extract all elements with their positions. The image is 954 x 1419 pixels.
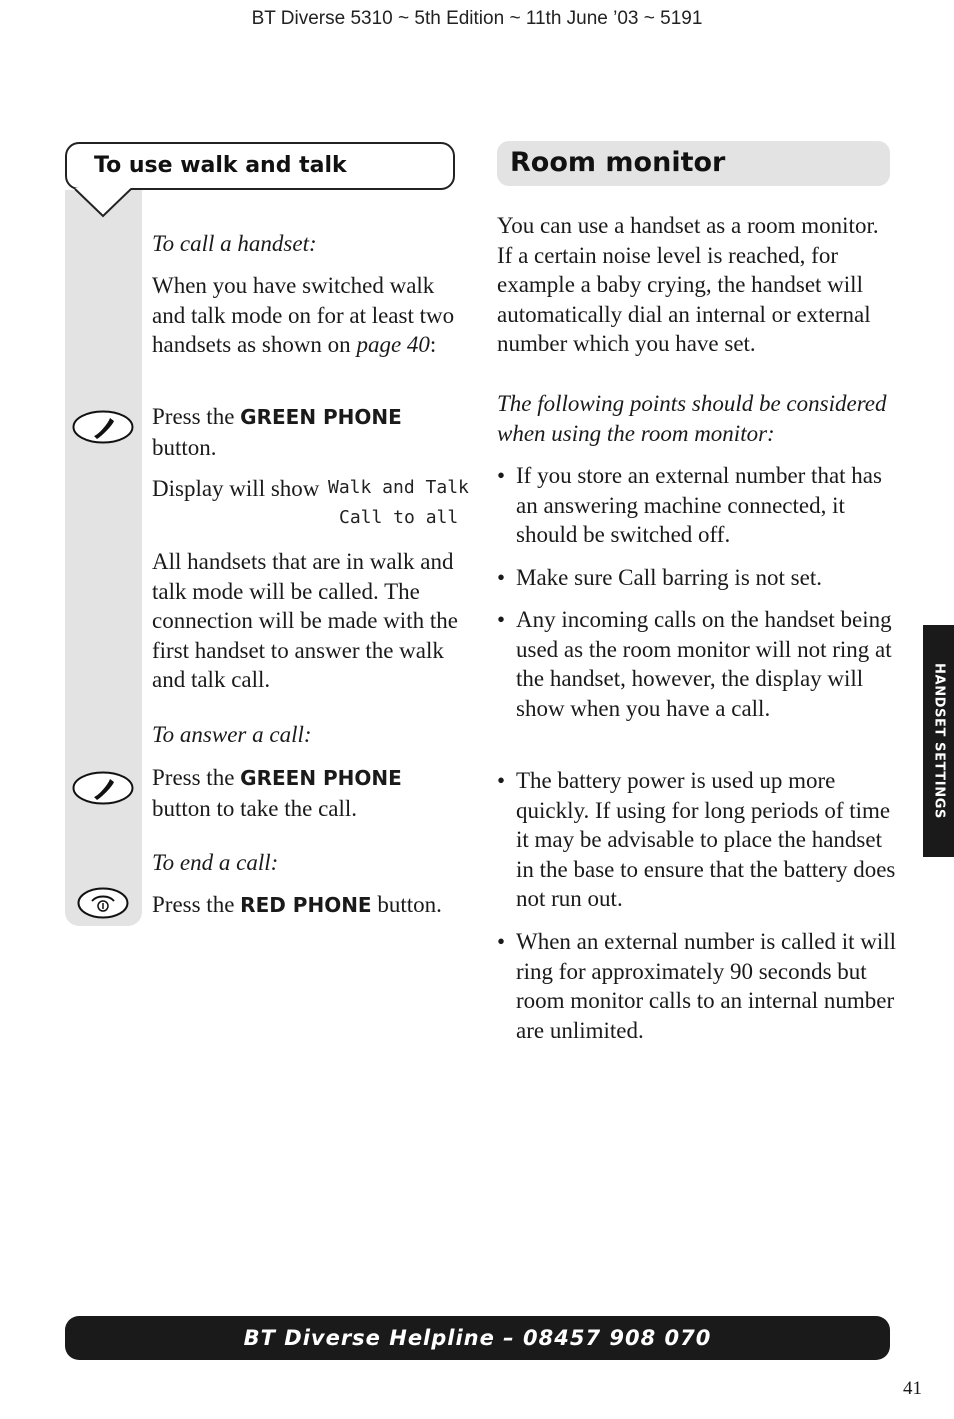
press-text: Press the bbox=[152, 892, 241, 917]
bullet-marker: • bbox=[497, 768, 506, 793]
green-phone-label: GREEN PHONE bbox=[240, 766, 402, 790]
points-heading: The following points should be considered when using the room monitor: bbox=[497, 391, 887, 446]
intro-end: : bbox=[429, 332, 437, 357]
bullet-marker: • bbox=[497, 929, 506, 954]
bullet-text: Make sure Call barring is not set. bbox=[516, 565, 822, 590]
press-text: Press the bbox=[152, 404, 241, 429]
page-reference: page 40 bbox=[356, 332, 430, 357]
press-green-phone-1 bbox=[152, 402, 462, 462]
call-handset-heading: To call a handset: bbox=[152, 231, 317, 256]
room-monitor-title: Room monitor bbox=[510, 147, 726, 178]
press-text: Press the bbox=[152, 765, 241, 790]
list-item bbox=[497, 766, 897, 914]
bullet-marker: • bbox=[497, 463, 506, 488]
press-green-phone-2 bbox=[152, 763, 462, 823]
button-text: button. bbox=[152, 434, 217, 460]
walk-talk-title-box bbox=[65, 142, 455, 190]
green-phone-label: GREEN PHONE bbox=[240, 405, 402, 429]
answer-call-heading: To answer a call: bbox=[152, 722, 312, 747]
icon-sidebar bbox=[65, 190, 142, 926]
list-item bbox=[497, 927, 897, 1045]
green-phone-icon bbox=[72, 771, 134, 805]
list-item bbox=[497, 605, 897, 723]
room-monitor-header bbox=[497, 141, 890, 186]
all-handsets-text: All handsets that are in walk and talk mode will be called. The connection will be made with the first handset to answer the walk and talk call. bbox=[152, 549, 458, 692]
display-line-2: Call to all bbox=[339, 507, 459, 528]
walk-talk-title: To use walk and talk bbox=[94, 153, 347, 178]
side-tab-label: HANDSET SETTINGS bbox=[931, 663, 946, 819]
red-phone-label: RED PHONE bbox=[240, 893, 372, 917]
display-line-1: Walk and Talk bbox=[328, 477, 469, 498]
button-text: button. bbox=[371, 892, 442, 917]
bullet-text: Any incoming calls on the handset being used as the room monitor will not ring at the handset, however, the display will show when you have a call. bbox=[516, 607, 892, 721]
title-box-notch bbox=[65, 188, 145, 220]
bullet-marker: • bbox=[497, 565, 506, 590]
bullet-text: The battery power is used up more quickly. If using for long periods of time it may be advisable to place the handset in the base to ensure that the battery does not run out. bbox=[516, 768, 896, 911]
bullet-marker: • bbox=[497, 607, 506, 632]
section-side-tab bbox=[923, 625, 954, 857]
room-monitor-intro: You can use a handset as a room monitor. If a certain noise level is reached, for example a baby crying, the handset will automatically dial an internal or external number which you have set. bbox=[497, 213, 879, 356]
press-red-phone bbox=[152, 890, 472, 921]
page-header: BT Diverse 5310 ~ 5th Edition ~ 11th June ’03 ~ 5191 bbox=[251, 8, 703, 29]
walk-talk-intro bbox=[152, 271, 462, 360]
end-call-heading: To end a call: bbox=[152, 850, 279, 875]
button-text: button to take the call. bbox=[152, 795, 358, 821]
list-item bbox=[497, 461, 897, 550]
page-number: 41 bbox=[903, 1378, 922, 1399]
green-phone-icon bbox=[72, 410, 134, 444]
intro-text: When you have switched walk and talk mode on for at least two handsets as shown on bbox=[152, 273, 455, 357]
list-item bbox=[497, 563, 897, 593]
bullet-text: If you store an external number that has an answering machine connected, it should be switched off. bbox=[516, 463, 882, 547]
bullet-text: When an external number is called it will ring for approximately 90 seconds but room monitor calls to an internal number are unlimited. bbox=[516, 929, 897, 1043]
display-show-text: Display will show bbox=[152, 476, 320, 501]
red-phone-icon bbox=[77, 887, 129, 919]
helpline-banner: BT Diverse Helpline – 08457 908 070 bbox=[65, 1316, 890, 1360]
